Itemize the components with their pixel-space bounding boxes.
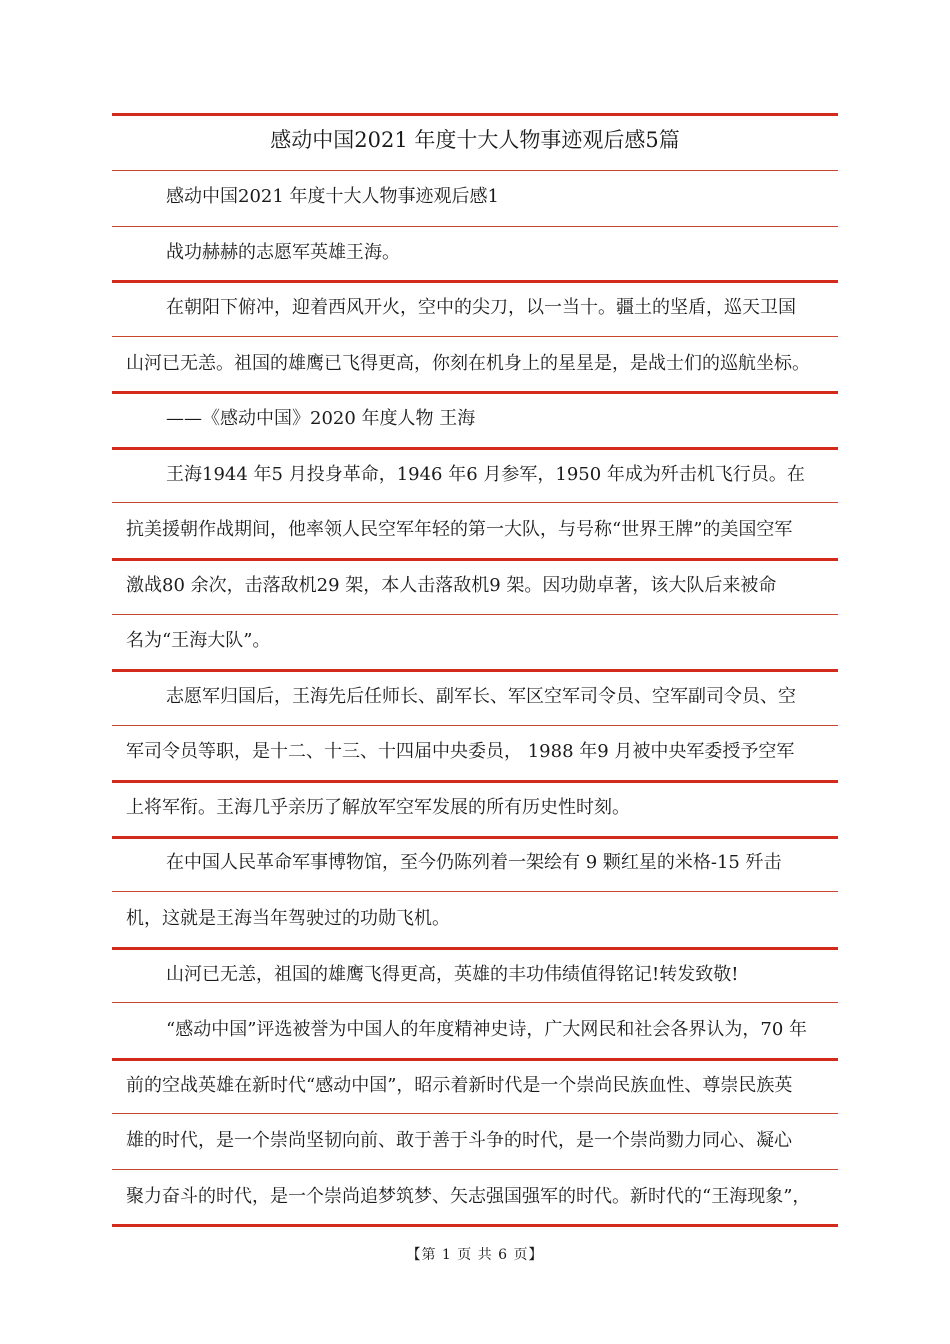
line-rule — [112, 226, 838, 227]
line-rule — [112, 836, 838, 839]
line-rule — [112, 391, 838, 394]
body-line: 在中国人民革命军事博物馆，至今仍陈列着一架绘有 9 颗红星的米格-15 歼击 — [166, 852, 782, 873]
body-line: 上将军衔。王海几乎亲历了解放军空军发展的所有历史性时刻。 — [126, 797, 630, 818]
line-rule — [112, 447, 838, 450]
line-rule — [112, 1224, 838, 1227]
body-line: 抗美援朝作战期间，他率领人民空军年轻的第一大队，与号称“世界王牌”的美国空军 — [126, 519, 793, 540]
line-rule — [112, 336, 838, 337]
line-rule — [112, 780, 838, 783]
body-line: 前的空战英雄在新时代“感动中国”，昭示着新时代是一个崇尚民族血性、尊崇民族英 — [126, 1075, 793, 1096]
line-rule — [112, 1169, 838, 1170]
body-line: 山河已无恙，祖国的雄鹰飞得更高，英雄的丰功伟绩值得铭记!转发致敬! — [166, 964, 739, 985]
line-rule — [112, 1058, 838, 1061]
line-rule — [112, 280, 838, 283]
body-line: 激战80 余次，击落敌机29 架，本人击落敌机9 架。因功勋卓著，该大队后来被命 — [126, 575, 777, 596]
line-rule — [112, 502, 838, 503]
body-line: 机，这就是王海当年驾驶过的功勋飞机。 — [126, 908, 450, 929]
body-line: 战功赫赫的志愿军英雄王海。 — [166, 242, 400, 263]
title-top-rule — [112, 113, 838, 116]
title-bottom-rule — [112, 170, 838, 171]
line-rule — [112, 614, 838, 615]
body-line: 感动中国2021 年度十大人物事迹观后感1 — [166, 186, 499, 207]
line-rule — [112, 891, 838, 892]
line-rule — [112, 947, 838, 950]
body-line: 王海1944 年5 月投身革命，1946 年6 月参军，1950 年成为歼击机飞行员。在 — [166, 464, 805, 485]
body-line: 山河已无恙。祖国的雄鹰已飞得更高，你刻在机身上的星星是，是战士们的巡航坐标。 — [126, 353, 810, 374]
body-line: 军司令员等职，是十二、十三、十四届中央委员， 1988 年9 月被中央军委授予空军 — [126, 741, 795, 762]
document-title: 感动中国2021 年度十大人物事迹观后感5篇 — [270, 128, 680, 152]
page-footer: 【第 1 页 共 6 页】 — [406, 1247, 544, 1263]
body-line: 名为“王海大队”。 — [126, 630, 271, 651]
line-rule — [112, 669, 838, 672]
body-line: 志愿军归国后，王海先后任师长、副军长、军区空军司令员、空军副司令员、空 — [166, 686, 796, 707]
body-line: “感动中国”评选被誉为中国人的年度精神史诗，广大网民和社会各界认为，70 年 — [166, 1019, 808, 1040]
body-line: 聚力奋斗的时代，是一个崇尚追梦筑梦、矢志强国强军的时代。新时代的“王海现象”， — [126, 1186, 811, 1207]
line-rule — [112, 1113, 838, 1114]
line-rule — [112, 725, 838, 726]
body-line: 雄的时代，是一个崇尚坚韧向前、敢于善于斗争的时代，是一个崇尚勠力同心、凝心 — [126, 1130, 792, 1151]
line-rule — [112, 1002, 838, 1003]
body-line: ——《感动中国》2020 年度人物 王海 — [166, 408, 476, 429]
line-rule — [112, 558, 838, 561]
body-line: 在朝阳下俯冲，迎着西风开火，空中的尖刀，以一当十。疆土的坚盾，巡天卫国 — [166, 297, 796, 318]
